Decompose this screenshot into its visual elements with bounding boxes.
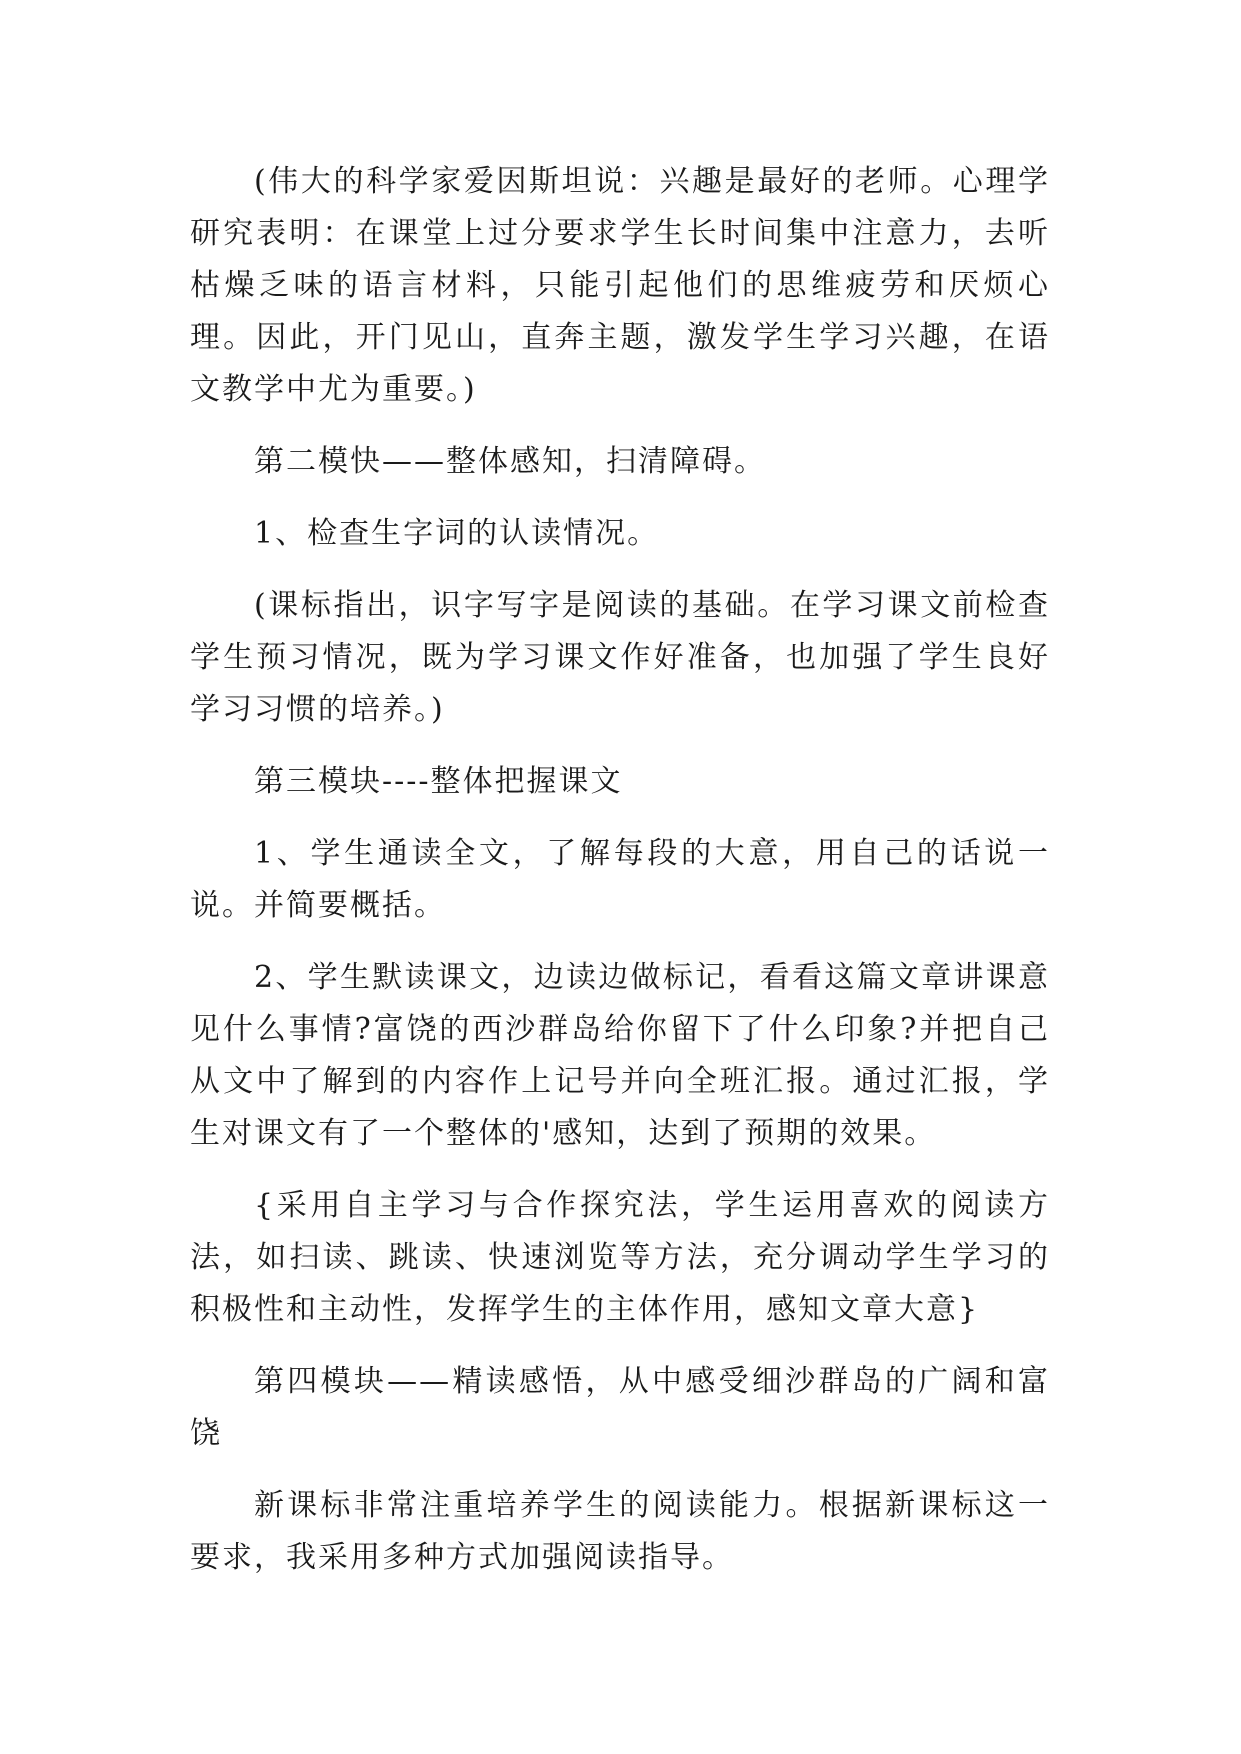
paragraph-read-full-text: 1、学生通读全文，了解每段的大意，用自己的话说一说。并简要概括。	[190, 836, 1050, 923]
paragraph-method-commentary: {采用自主学习与合作探究法，学生运用喜欢的阅读方法，如扫读、跳读、快速浏览等方法，充分调动学生学习的积极性和主动性，发挥学生的主体作用，感知文章大意}	[190, 1188, 1050, 1327]
document-body	[190, 156, 1050, 1604]
paragraph-module-four-heading: 第四模块——精读感悟，从中感受细沙群岛的广阔和富饶	[190, 1364, 1050, 1451]
paragraph-reading-guidance: 新课标非常注重培养学生的阅读能力。根据新课标这一要求，我采用多种方式加强阅读指导。	[190, 1488, 1050, 1575]
paragraph-check-vocabulary: 1、检查生字词的认读情况。	[254, 516, 660, 551]
paragraph-interest-commentary: (伟大的科学家爱因斯坦说：兴趣是最好的老师。心理学研究表明：在课堂上过分要求学生长时间集中注意力，去听枯燥乏味的语言材料，只能引起他们的思维疲劳和厌烦心理。因此，开门见山，直奔主题，激发学生学习兴趣，在语文教学中尤为重要。)	[190, 164, 1050, 407]
paragraph-module-three-heading: 第三模块----整体把握课文	[254, 764, 623, 799]
paragraph-module-two-heading: 第二模快——整体感知，扫清障碍。	[254, 444, 766, 479]
paragraph-silent-reading: 2、学生默读课文，边读边做标记，看看这篇文章讲课意见什么事情?富饶的西沙群岛给你留下了什么印象?并把自己从文中了解到的内容作上记号并向全班汇报。通过汇报，学生对课文有了一个整体的'感知，达到了预期的效果。	[190, 960, 1050, 1151]
paragraph-curriculum-commentary: (课标指出，识字写字是阅读的基础。在学习课文前检查学生预习情况，既为学习课文作好准备，也加强了学生良好学习习惯的培养。)	[190, 588, 1050, 727]
